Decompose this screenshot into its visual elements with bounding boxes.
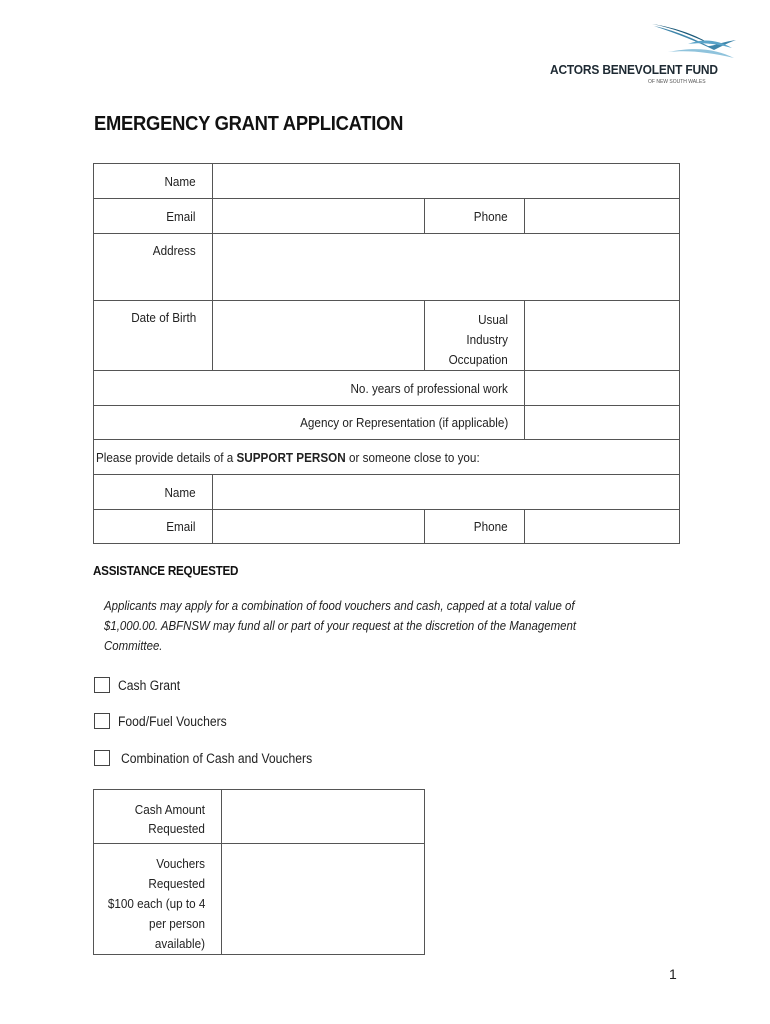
combination-checkbox[interactable]: [94, 750, 110, 766]
support-name-label: Name: [94, 475, 213, 510]
option-cash-grant[interactable]: [94, 676, 187, 694]
page-title: EMERGENCY GRANT APPLICATION: [94, 113, 404, 135]
email-field[interactable]: [213, 199, 425, 234]
support-name-field[interactable]: [213, 475, 680, 510]
support-phone-field[interactable]: [525, 510, 680, 544]
cash-grant-checkbox[interactable]: [94, 677, 110, 693]
option-combination[interactable]: [94, 749, 333, 767]
vouchers-requested-field[interactable]: [222, 844, 425, 955]
applicant-details-table: [93, 163, 680, 544]
assistance-intro: [104, 596, 632, 656]
support-email-label: Email: [94, 510, 213, 544]
address-label: Address: [94, 234, 213, 301]
wing-logo-icon: [648, 22, 738, 62]
years-work-field[interactable]: [525, 371, 680, 406]
cash-amount-field[interactable]: [222, 790, 425, 844]
option-vouchers[interactable]: [94, 712, 239, 730]
support-person-prompt: Please provide details of a SUPPORT PERSON or someone close to you:: [94, 440, 680, 475]
amounts-table: [93, 789, 425, 955]
vouchers-checkbox[interactable]: [94, 713, 110, 729]
email-label: Email: [94, 199, 213, 234]
occupation-label: Usual Industry Occupation: [425, 301, 525, 371]
combination-label: Combination of Cash and Vouchers: [121, 750, 313, 766]
years-work-label: No. years of professional work: [94, 371, 525, 406]
vouchers-label: Food/Fuel Vouchers: [118, 713, 227, 729]
agency-label: Agency or Representation (if applicable): [94, 406, 525, 440]
dob-field[interactable]: [213, 301, 425, 371]
phone-field[interactable]: [525, 199, 680, 234]
address-field[interactable]: [213, 234, 680, 301]
logo-subtitle: OF NEW SOUTH WALES: [648, 79, 706, 85]
cash-amount-label: Cash Amount Requested: [94, 790, 222, 844]
vouchers-requested-label: Vouchers Requested $100 each (up to 4 per person available): [94, 844, 222, 955]
intro-line-1: Applicants may apply for a combination of food vouchers and cash, capped at a total value of: [104, 598, 575, 613]
logo-name: ACTORS BENEVOLENT FUND: [550, 62, 718, 77]
name-field[interactable]: [213, 164, 680, 199]
page-number: 1: [669, 966, 677, 982]
assistance-heading: ASSISTANCE REQUESTED: [93, 563, 239, 578]
abf-logo: [548, 22, 738, 90]
support-phone-label: Phone: [425, 510, 525, 544]
agency-field[interactable]: [525, 406, 680, 440]
dob-label: Date of Birth: [94, 301, 213, 371]
phone-label: Phone: [425, 199, 525, 234]
cash-grant-label: Cash Grant: [118, 677, 181, 693]
name-label: Name: [94, 164, 213, 199]
occupation-field[interactable]: [525, 301, 680, 371]
intro-line-2: $1,000.00. ABFNSW may fund all or part of your request at the discretion of the Management Committee.: [104, 618, 577, 653]
support-email-field[interactable]: [213, 510, 425, 544]
